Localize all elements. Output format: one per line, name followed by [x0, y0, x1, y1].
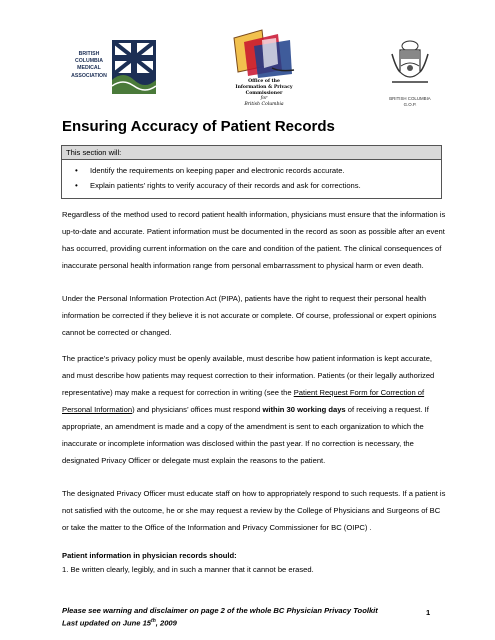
summary-item-text: Identify the requirements on keeping paper and electronic records accurate.: [90, 166, 345, 175]
summary-box-heading: This section will:: [62, 146, 441, 160]
footer-date-suffix: th: [151, 618, 156, 624]
paragraph-method: Regardless of the method used to record patient health information, physicians must ensure that the information is up-to-date and accurate. Patient information must be documented in the record as soon as possible after an event has occurred, providing current information on the care and condition of the patient. The clinical consequences of inaccurate personal health information range from personal embarrassment to physical harm or even death.: [62, 210, 446, 270]
summary-list-item: [62, 166, 441, 175]
bc-line: BRITISH COLUMBIA: [389, 96, 431, 101]
page-number: 1: [426, 608, 431, 617]
p3-deadline: within 30 working days: [262, 405, 346, 414]
bcma-line: COLUMBIA: [75, 58, 103, 65]
section-summary-box: [61, 145, 442, 199]
oipc-line: Commissioner: [245, 90, 283, 96]
bcma-line: ASSOCIATION: [71, 72, 107, 79]
footer-year: , 2009: [155, 618, 177, 628]
p3-text: of receiving a request. If appropriate, an amendment is made and a copy of the amendment is sent to each organization to which the inaccurate or incomplete information was disclosed within the past year. If no correction is necessary, the designated Privacy Officer or delegate must explain the reasons to the patient.: [62, 405, 429, 465]
bc-line: G.O.P.: [403, 101, 417, 107]
records-heading: Patient information in physician records should:: [62, 551, 237, 560]
oipc-wordmark: [218, 79, 310, 108]
footer-disclaimer: [62, 606, 446, 629]
bc-crest-icon: [388, 38, 432, 92]
summary-list-item: [62, 181, 441, 190]
paragraph-pipa: Under the Personal Information Protection Act (PIPA), patients have the right to request their personal health information be corrected if they believe it is not accurate or complete. Of course, professional or expert opinions cannot be corrected or changed.: [62, 294, 437, 337]
records-list-item: 1. Be written clearly, legibly, and in such a manner that it cannot be erased.: [62, 565, 314, 574]
summary-item-text: Explain patients’ rights to verify accuracy of their records and ask for corrections.: [90, 181, 361, 190]
oipc-line: Information & Privacy: [235, 84, 293, 90]
correction-form-link[interactable]: Patient Request Form for Correction of Personal Information: [62, 388, 425, 414]
summary-list: [62, 166, 441, 190]
bcma-line: MEDICAL: [77, 65, 101, 72]
bc-crest-text: [378, 96, 442, 107]
oipc-for: for: [260, 96, 268, 102]
paragraph-privacy-officer: The designated Privacy Officer must educate staff on how to appropriately respond to such requests. If a patient is not satisfied with the outcome, he or she may request a review by the College of Physicians and Surgeons of BC or take the matter to the Office of the Information and Privacy Commissioner for BC (OIPC) .: [62, 489, 446, 532]
footer-line: Please see warning and disclaimer on page 2 of the whole BC Physician Privacy Toolkit: [62, 606, 378, 615]
paragraph-privacy-policy: [62, 350, 446, 469]
bcma-line: BRITISH: [78, 51, 100, 57]
bullet-icon: •: [75, 166, 78, 175]
page-title: Ensuring Accuracy of Patient Records: [62, 118, 335, 135]
footer-date: Last updated on June 15: [62, 618, 152, 628]
oipc-line: Office of the: [248, 79, 280, 84]
oipc-region: British Columbia: [244, 102, 284, 108]
p3-text: ) and physicians’ offices must respond: [132, 405, 263, 414]
bcma-logo-icon: [112, 40, 156, 94]
bcma-wordmark: [62, 51, 116, 80]
bullet-icon: •: [75, 181, 78, 190]
p3-text: The practice’s privacy policy must be openly available, must describe how patient information is kept accurate, and must describe how patients may request correction to their information. Patients (or their legally authorized representative) may make a request for correction in writing (see the: [62, 354, 435, 397]
footer-line: [62, 616, 446, 629]
